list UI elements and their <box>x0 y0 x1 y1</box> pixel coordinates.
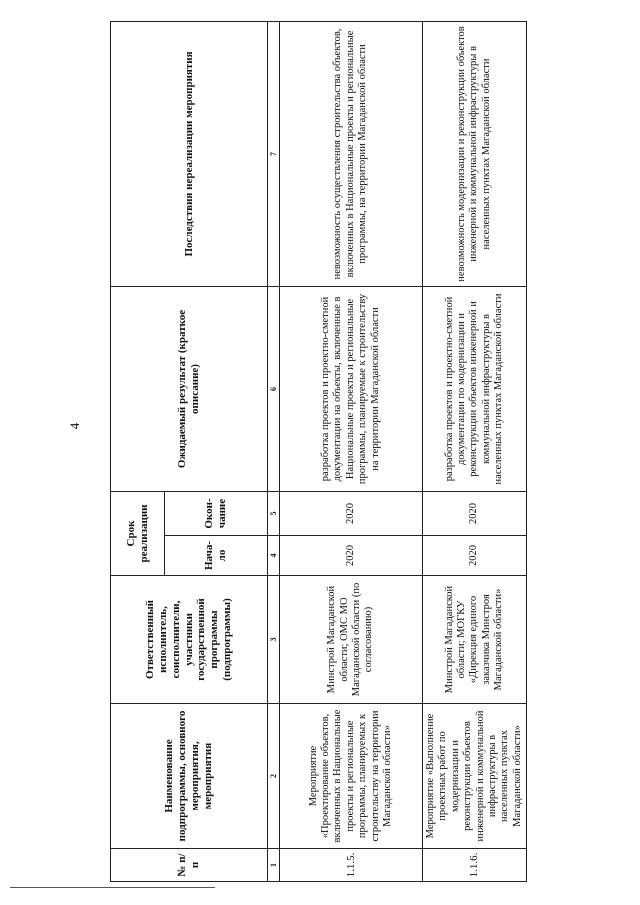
row-start: 2020 <box>280 536 423 576</box>
row-result: разработка проектов и проектно-сметной документации на объекты, включенные в Национальные проекты и региональные программы, планируемые к строительству на территории Магаданской области <box>280 286 423 491</box>
row-name: Мероприятие «Выполнение проектных работ по модернизации и реконструкции объектов инженерной и коммунальной инфраструктуры в населенных пунктах Магаданской области» <box>423 704 527 849</box>
header-name: Наименование подпрограммы, основного мероприятия, мероприятия <box>111 704 268 849</box>
column-index: 4 <box>268 536 280 576</box>
header-responsible: Ответственный исполнитель, соисполнители, участники государственной программы (подпрограммы) <box>111 576 268 704</box>
table-row <box>423 21 527 881</box>
rotated-table-wrapper <box>110 22 523 882</box>
program-measures-table <box>110 21 527 882</box>
page-number: 4 <box>67 422 82 430</box>
header-number: № п/п <box>111 849 268 882</box>
row-consequences: невозможность осуществления строительства объектов, включенных в Национальные проекты и региональные программы, на территории Магаданской области <box>280 21 423 286</box>
column-index: 7 <box>268 21 280 286</box>
column-index: 6 <box>268 286 280 491</box>
header-row-1 <box>111 21 165 881</box>
row-responsible: Минстрой Магаданской области; МОГКУ «Дирекция единого заказчика Минстроя Магаданской области» <box>423 576 527 704</box>
row-end: 2020 <box>280 491 423 535</box>
column-index: 3 <box>268 576 280 704</box>
column-index: 2 <box>268 704 280 849</box>
footer-divider <box>10 887 215 888</box>
column-index: 5 <box>268 491 280 535</box>
row-result: разработка проектов и проектно-сметной документации по модернизации и реконструкции объектов инженерной и коммунальной инфраструктуры в населенных пунктах Магаданской области <box>423 286 527 491</box>
row-end: 2020 <box>423 491 527 535</box>
header-term: Срок реализации <box>111 491 165 575</box>
row-number: 1.1.5. <box>280 849 423 882</box>
header-end: Окон-чание <box>165 491 268 535</box>
column-index-row <box>268 21 280 881</box>
header-consequences: Последствия нереализации мероприятия <box>111 21 268 286</box>
column-index: 1 <box>268 849 280 882</box>
header-start: Нача-ло <box>165 536 268 576</box>
table-row <box>280 21 423 881</box>
header-result: Ожидаемый результат (краткое описание) <box>111 286 268 491</box>
row-number: 1.1.6. <box>423 849 527 882</box>
row-consequences: невозможность модернизации и реконструкции объектов инженерной и коммунальной инфраструктуры в населенных пунктах Магаданской области <box>423 21 527 286</box>
row-start: 2020 <box>423 536 527 576</box>
row-responsible: Минстрой Магаданской области; ОМС МО Магаданской области (по согласованию) <box>280 576 423 704</box>
row-name: Мероприятие «Проектирование объектов, включенных в Национальные проекты и региональные программы, планируемых к строительству на территории Магаданской области» <box>280 704 423 849</box>
